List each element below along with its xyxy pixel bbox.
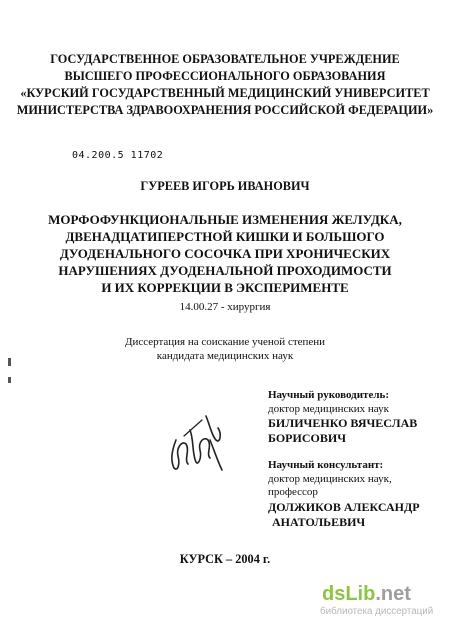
degree-line-2: кандидата медицинских наук [156, 350, 294, 362]
institution-line-1: ГОСУДАРСТВЕННОЕ ОБРАЗОВАТЕЛЬНОЕ УЧРЕЖДЕНИЕ [50, 52, 400, 66]
dissertation-title [0, 211, 450, 296]
institution-line-4: МИНИСТЕРСТВА ЗДРАВООХРАНЕНИЯ РОССИЙСКОЙ ФЕДЕРАЦИИ» [16, 103, 434, 117]
supervisor-degree: доктор медицинских наук [268, 402, 389, 415]
title-line-4: НАРУШЕНИЯХ ДУОДЕНАЛЬНОЙ ПРОХОДИМОСТИ [58, 263, 392, 278]
registration-number: 04.200.5 11702 [72, 150, 164, 161]
consultant-label: Научный консультант: [268, 459, 384, 471]
title-line-5: И ИХ КОРРЕКЦИИ В ЭКСПЕРИМЕНТЕ [101, 280, 349, 295]
city-year: КУРСК – 2004 г. [179, 552, 271, 566]
author-name: ГУРЕЕВ ИГОРЬ ИВАНОВИЧ [140, 179, 310, 193]
title-line-3: ДУОДЕНАЛЬНОГО СОСОЧКА ПРИ ХРОНИЧЕСКИХ [59, 246, 391, 261]
institution-line-2: ВЫСШЕГО ПРОФЕССИОНАЛЬНОГО ОБРАЗОВАНИЯ [64, 69, 386, 83]
consultant-degree: доктор медицинских наук, [268, 472, 392, 485]
supervisor-label: Научный руководитель: [268, 389, 389, 401]
degree-statement [0, 335, 450, 363]
consultant-block [268, 459, 420, 530]
institution-line-3: «КУРСКИЙ ГОСУДАРСТВЕННЫЙ МЕДИЦИНСКИЙ УНИВЕРСИТЕТ [20, 86, 430, 100]
margin-mark [8, 358, 11, 366]
dslib-watermark-logo [318, 578, 446, 618]
specialty-code: 14.00.27 - хирургия [179, 301, 271, 313]
title-line-1: МОРФОФУНКЦИОНАЛЬНЫЕ ИЗМЕНЕНИЯ ЖЕЛУДКА, [48, 212, 402, 227]
watermark-brand: dsLib.net [322, 583, 411, 605]
title-line-2: ДВЕНАДЦАТИПЕРСТНОЙ КИШКИ И БОЛЬШОГО [65, 229, 385, 244]
supervisor-name-line-1: БИЛИЧЕНКО ВЯЧЕСЛАВ [268, 416, 418, 430]
consultant-rank: профессор [268, 486, 318, 498]
handwritten-signature [166, 410, 228, 476]
supervisor-name-line-2: БОРИСОВИЧ [268, 431, 346, 445]
institution-header [0, 51, 450, 119]
consultant-name-line-2: АНАТОЛЬЕВИЧ [272, 514, 366, 529]
margin-mark [8, 377, 11, 383]
degree-line-1: Диссертация на соискание ученой степени [124, 336, 326, 348]
watermark-tagline: библиотека диссертаций [320, 606, 434, 617]
consultant-name-line-1: ДОЛЖИКОВ АЛЕКСАНДР [268, 499, 420, 514]
supervisor-block [268, 389, 417, 446]
